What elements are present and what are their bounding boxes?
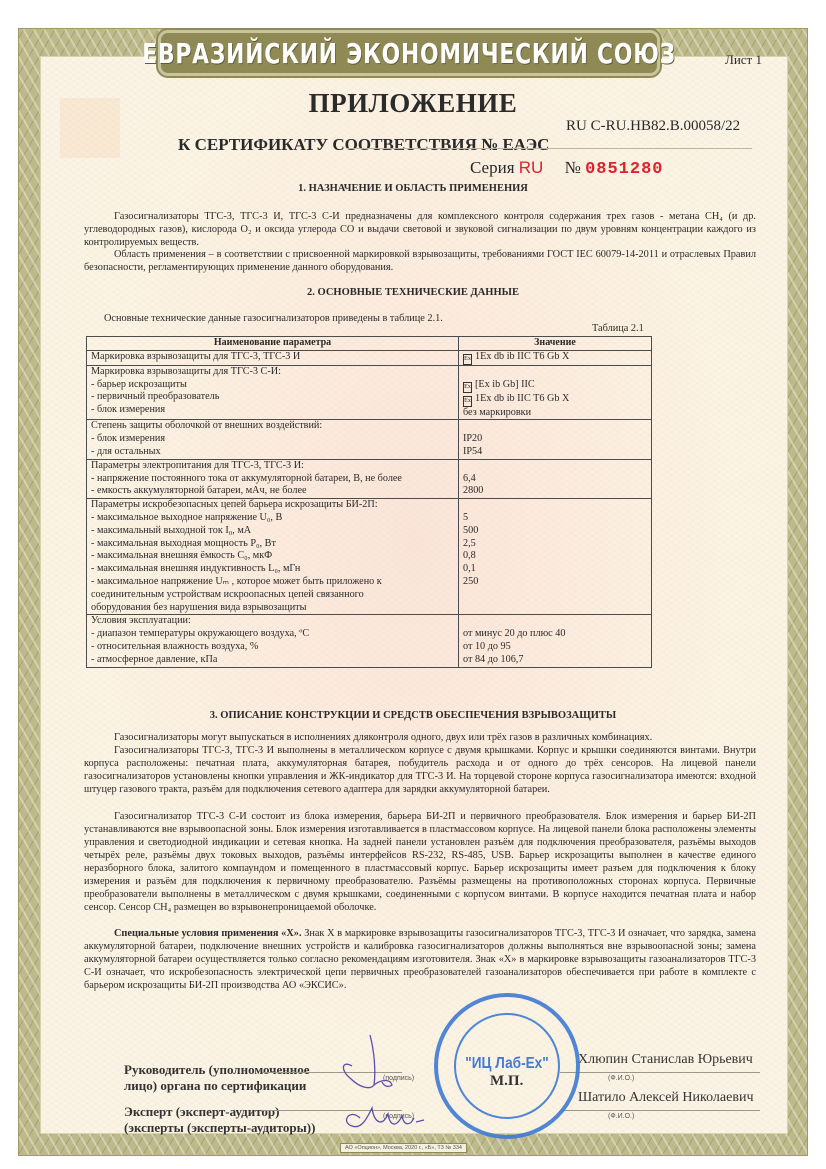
value-text: 1Ex db ib IIC T6 Gb X <box>475 350 570 362</box>
section-1-heading: 1. НАЗНАЧЕНИЕ И ОБЛАСТЬ ПРИМЕНЕНИЯ <box>298 183 528 194</box>
seal-label: М.П. <box>490 1073 524 1089</box>
paragraph-text: Знак Х в маркировке взрывозащиты газосигнализаторов ТГС-3, ТГС-3 И означает, что зарядка, замена аккумуляторной батареи, подключение внешних устройств и калибровка газосигнализаторов должны выполняться вне взрывоопасной зоны; замена аккумуляторной батареи осуществляется только согласно рекомендациям изготовителя. Знак «Х» в маркировке взрывозащиты газоанализаторов ТГС-3 С-И означает, что искробезопасность электрической цепи первичных преобразователей газоанализаторов обеспечивается при работе в комплекте с барьером искрозащиты БИ-2П производства АО «ЭКСИС». <box>84 928 756 991</box>
parameter-cell <box>87 420 459 459</box>
parameter-cell <box>87 499 459 615</box>
value-text <box>463 499 466 510</box>
value-text: 500 <box>463 524 479 536</box>
value-line <box>463 550 647 563</box>
technical-data-table <box>86 336 652 668</box>
series-row <box>470 158 663 179</box>
stamp-text: "ИЦ Лаб-Ех" <box>465 1055 549 1072</box>
table-row <box>87 350 652 365</box>
value-text: от 10 до 95 <box>463 640 511 652</box>
page-subtitle: К СЕРТИФИКАТУ СООТВЕТСТВИЯ № ЕАЭС <box>178 135 550 154</box>
table-row <box>87 499 652 615</box>
parameter-line: Параметры электропитания для ТГС-3, ТГС-3 И: <box>91 459 304 471</box>
section-3-paragraph-2 <box>84 744 756 796</box>
value-text <box>463 615 466 626</box>
value-text: IP20 <box>463 433 483 445</box>
paragraph-text: Газосигнализатор ТГС-3 С-И состоит из блока измерения, барьера БИ-2П и первичного преобразователя. Блок измерения и барьер БИ-2П устанавливаются вне взрывоопасной зоны. Блок измерения изготавливается в пластмассовом корпусе. На лицевой панели блока расположены элементы управления и светодиодной индикации и сетевая кнопка. На задней панели установлен разъём для подключения преобразователя, разъёмы выходов четырёх реле, разъёмы двух токовых выходов, разъёмы интерфейсов RS-232, RS-485, USB. Барьер искрозащиты выполнен в качестве единого неразборного блока, залитого компаундом и помещенного в пластмассовый корпус. Барьер искрозащиты имеет разъем для подключения к блоку измерения и разъём для подключения к первичному преобразователю. Разъёмы размещены на противоположных сторонах корпуса. Первичные преобразователи выполнены в металлическом с двумя крышками, соединенными с корпусом винтами. В корпусе находится печатная плата и набор сенсор. Сенсор CH₄ размещен во взрывонепроницаемой оболочке. <box>84 811 756 913</box>
value-line <box>463 460 647 473</box>
section-2-heading: 2. ОСНОВНЫЕ ТЕХНИЧЕСКИЕ ДАННЫЕ <box>307 287 519 298</box>
value-line <box>463 446 647 459</box>
paragraph-text: Газосигнализаторы ТГС-3, ТГС-3 И выполнены в металлическом корпусе с двумя крышками. Корпус и крышки соединяются винтами. Внутри корпуса расположены: печатная плата, аккумуляторная батарея, побудитель расхода и от одного до трёх сенсоров. На лицевой панели газосигнализаторов установлены кнопки управления и ЖК-индикатор для ТГС-3 И. На торцевой стороне корпуса газосигнализатора имеются: входной штуцер газового тракта, разъём для подключения сетевого адаптера для зарядки аккумуляторной батареи. <box>84 745 756 795</box>
value-cell <box>459 615 652 667</box>
value-text <box>463 366 466 377</box>
value-text: без маркировки <box>463 406 532 418</box>
head-signature-caption: (подпись) <box>383 1075 415 1082</box>
parameter-cell <box>87 459 459 498</box>
value-text: от 84 до 106,7 <box>463 653 524 665</box>
parameter-line: - относительная влажность воздуха, % <box>91 640 259 652</box>
value-line <box>463 602 647 615</box>
table-row <box>87 365 652 420</box>
parameter-line: Степень защиты оболочкой от внешних воздействий: <box>91 420 323 432</box>
parameter-line: Маркировка взрывозащиты для ТГС-3, ТГС-3 И <box>91 350 301 362</box>
paragraph-text: Газосигнализаторы ТГС-3, ТГС-3 И, ТГС-3 С-И предназначены для комплексного контроля содержания трех газов - метана CH₄ (и др. углеводородных газов), кислорода O₂ и оксида углерода СО и выдачи световой и звуковой сигнализации по двум уровням концентрации каждого из контролируемых веществ. <box>84 211 756 248</box>
value-line <box>463 628 647 641</box>
column-header-value: Значение <box>459 337 652 351</box>
ex-mark-icon: Ex <box>463 396 472 407</box>
value-line <box>463 538 647 551</box>
special-conditions-label: Специальные условия применения «Х». <box>114 928 302 939</box>
parameter-line: Условия эксплуатации: <box>91 615 191 627</box>
value-text: IP54 <box>463 445 483 457</box>
page-title: ПРИЛОЖЕНИЕ <box>308 88 518 118</box>
value-text <box>463 589 466 600</box>
parameter-line: - для остальных <box>91 445 161 457</box>
label-line: (эксперты (эксперты-аудиторы)) <box>124 1120 316 1135</box>
value-text: [Ex ib Gb] IIC <box>475 378 535 390</box>
value-line <box>463 485 647 498</box>
expert-name: Шатило Алексей Николаевич <box>578 1090 754 1105</box>
section-1-paragraph-2 <box>84 248 756 274</box>
section-3-paragraph-4 <box>84 927 756 992</box>
value-text: 0,8 <box>463 550 476 562</box>
organization-stamp <box>434 993 580 1139</box>
label-line: Эксперт (эксперт-аудитор) <box>124 1104 280 1119</box>
value-line <box>463 499 647 512</box>
ex-mark-icon: Ex <box>463 382 472 393</box>
section-3-paragraph-1 <box>84 731 756 744</box>
table-row <box>87 459 652 498</box>
value-line <box>463 393 647 407</box>
value-line <box>463 589 647 602</box>
value-text: 1Ex db ib IIC T6 Gb X <box>475 392 570 404</box>
number-label: № <box>564 158 581 177</box>
certificate-number-underline <box>347 148 752 149</box>
series-value: RU <box>518 158 544 177</box>
value-text: 6,4 <box>463 472 476 484</box>
value-text <box>463 420 466 431</box>
ex-mark-icon: Ex <box>463 354 472 365</box>
expert-name-caption: (Ф.И.О.) <box>608 1113 635 1120</box>
value-line <box>463 576 647 589</box>
parameter-line: - емкость аккумуляторной батареи, мАч, не более <box>91 485 307 497</box>
parameter-cell <box>87 350 459 365</box>
signature-head-scribble <box>330 1030 430 1140</box>
parameter-line: Маркировка взрывозащиты для ТГС-3 С-И: <box>91 365 281 377</box>
parameter-line: - атмосферное давление, кПа <box>91 653 218 665</box>
column-header-parameter: Наименование параметра <box>87 337 459 351</box>
value-line <box>463 641 647 654</box>
section-3-paragraph-3 <box>84 810 756 914</box>
label-line: лицо) органа по сертификации <box>124 1078 307 1093</box>
printer-imprint: АО «Опцион», Москва, 2020 г., «Б», Т3 № 334 <box>340 1143 467 1153</box>
value-cell <box>459 499 652 615</box>
head-name: Хлюпин Станислав Юрьевич <box>578 1052 753 1067</box>
parameter-line: Параметры искробезопасных цепей барьера искрозащиты БИ-2П: <box>91 499 378 511</box>
value-text: 0,1 <box>463 563 476 575</box>
value-cell <box>459 420 652 459</box>
parameter-line: - максимальная внешняя индуктивность L₀, мГн <box>91 563 301 575</box>
section-1-paragraph-1 <box>84 210 756 249</box>
parameter-cell <box>87 615 459 667</box>
parameter-line: - напряжение постоянного тока от аккумуляторной батареи, В, не более <box>91 472 402 484</box>
value-line <box>463 473 647 486</box>
parameter-cell <box>87 365 459 420</box>
serial-number: 0851280 <box>585 160 664 179</box>
paragraph-text: Область применения – в соответствии с присвоенной маркировкой взрывозащиты, требованиями ГОСТ IEC 60079-14-2011 и отраслевых Правил безопасности, регламентирующих применение данного оборудования. <box>84 249 756 273</box>
expert-label <box>124 1104 315 1136</box>
parameter-line: - максимальный выходной ток I₀, мА <box>91 524 252 536</box>
expert-name-line <box>560 1110 760 1111</box>
value-line <box>463 654 647 667</box>
value-line <box>463 525 647 538</box>
value-text <box>463 602 466 613</box>
table-row <box>87 420 652 459</box>
series-label: Серия <box>470 158 515 177</box>
table-row <box>87 615 652 667</box>
paragraph-text: Газосигнализаторы могут выпускаться в исполнениях дляконтроля одного, двух или трёх газов в различных комбинациях. <box>114 732 653 743</box>
value-cell <box>459 350 652 365</box>
parameter-line: - блок измерения <box>91 404 166 416</box>
table-header-row <box>87 337 652 351</box>
head-of-body-label <box>124 1062 310 1094</box>
value-text: 2,5 <box>463 537 476 549</box>
parameter-line: оборудования без нарушения вида взрывозащиты <box>91 601 307 613</box>
value-line <box>463 420 647 433</box>
value-text: 2800 <box>463 485 484 497</box>
value-line <box>463 366 647 379</box>
sheet-number: Лист 1 <box>725 52 762 67</box>
parameter-line: соединительным устройствам искроопасных цепей связанного <box>91 588 364 600</box>
value-line <box>463 433 647 446</box>
banner-text: ЕВРАЗИЙСКИЙ ЭКОНОМИЧЕСКИЙ СОЮЗ <box>142 36 676 70</box>
table-caption: Таблица 2.1 <box>592 323 644 334</box>
parameter-line: - первичный преобразователь <box>91 391 220 403</box>
value-text: 250 <box>463 575 479 587</box>
value-cell <box>459 365 652 420</box>
section-3-heading: 3. ОПИСАНИЕ КОНСТРУКЦИИ И СРЕДСТВ ОБЕСПЕЧЕНИЯ ВЗРЫВОЗАЩИТЫ <box>209 710 617 721</box>
section-2-intro: Основные технические данные газосигнализаторов приведены в таблице 2.1. <box>104 313 443 324</box>
parameter-line: - барьер искрозащиты <box>91 378 187 390</box>
value-line <box>463 407 647 420</box>
head-name-caption: (Ф.И.О.) <box>608 1075 635 1082</box>
value-line <box>463 563 647 576</box>
value-cell <box>459 459 652 498</box>
value-line <box>463 351 647 365</box>
parameter-line: - блок измерения <box>91 433 166 445</box>
parameter-line: - максимальное выходное напряжение U₀, В <box>91 511 283 523</box>
parameter-line: - максимальная внешняя ёмкость C₀, мкФ <box>91 550 273 562</box>
value-text <box>463 460 466 471</box>
value-line <box>463 512 647 525</box>
value-text: от минус 20 до плюс 40 <box>463 628 566 640</box>
value-line <box>463 615 647 628</box>
expert-signature-caption: (подпись) <box>383 1113 415 1120</box>
certificate-number: RU C-RU.HB82.B.00058/22 <box>566 118 741 134</box>
value-line <box>463 379 647 393</box>
label-line: Руководитель (уполномоченное <box>124 1062 310 1077</box>
value-text: 5 <box>463 511 469 523</box>
banner-eurasian-union <box>142 30 676 76</box>
parameter-line: - максимальная выходная мощность P₀, Вт <box>91 537 276 549</box>
parameter-line: - максимальное напряжение Uₘ , которое может быть приложено к <box>91 575 382 587</box>
parameter-line: - диапазон температуры окружающего воздуха, ºС <box>91 628 310 640</box>
head-name-line <box>560 1072 760 1073</box>
